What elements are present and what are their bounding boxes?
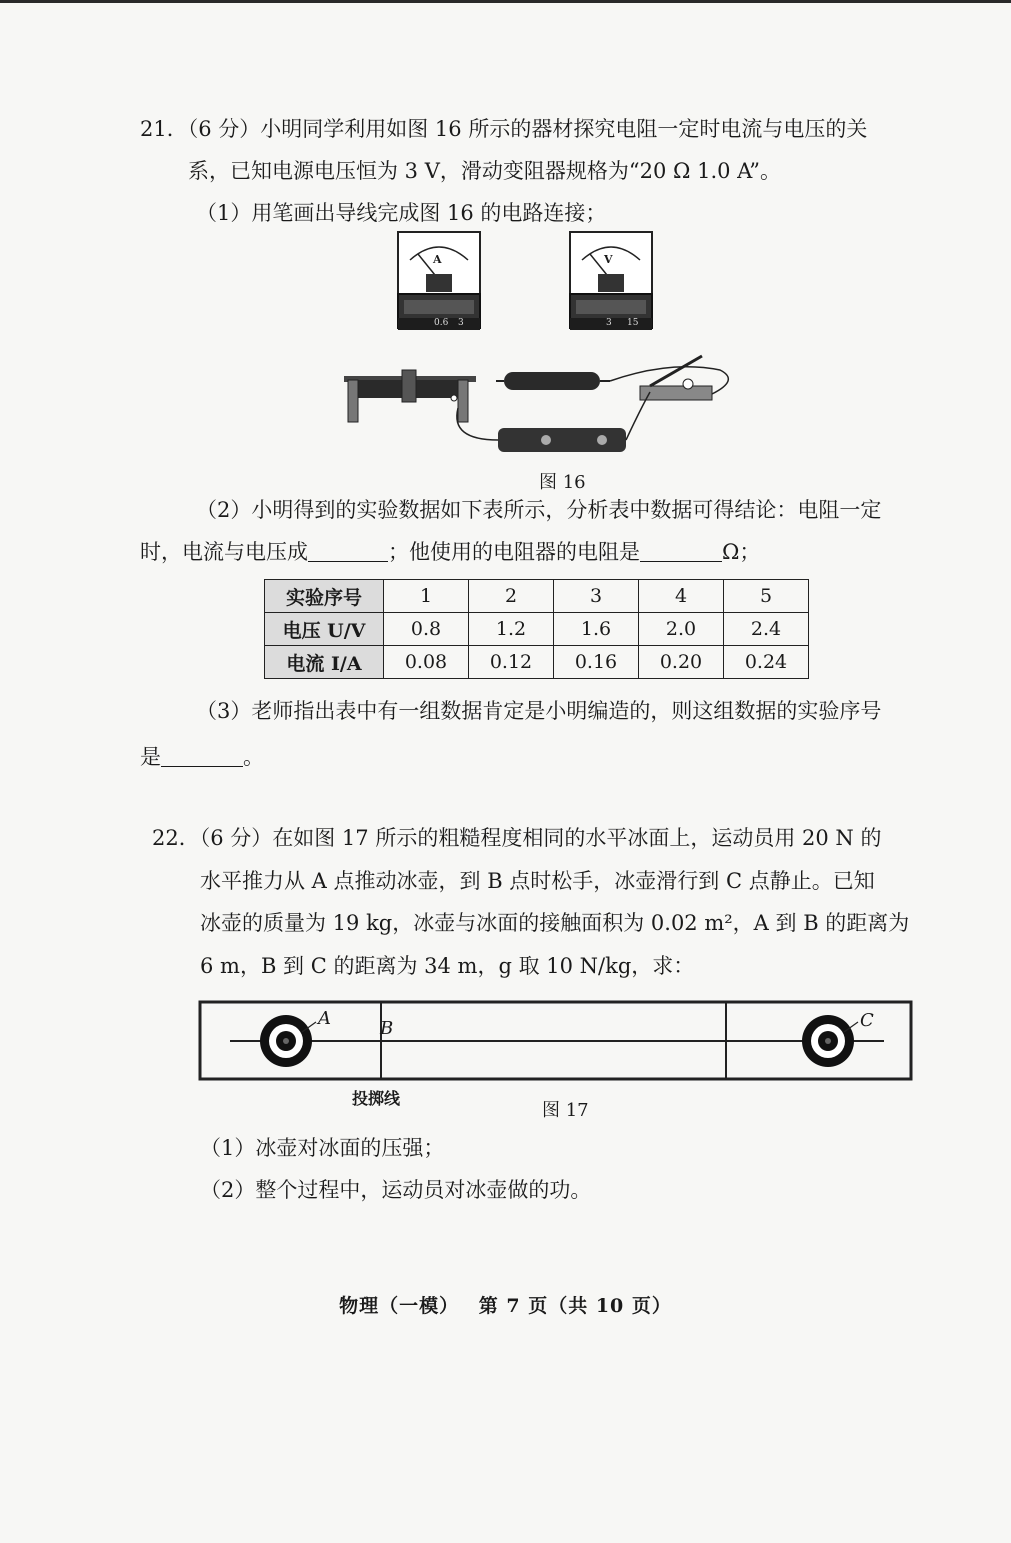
resistor bbox=[496, 372, 610, 390]
target-circle-c bbox=[802, 1015, 854, 1067]
table-cell: 0.20 bbox=[639, 646, 724, 679]
wire-2 bbox=[626, 392, 650, 440]
table-cell: 1.6 bbox=[554, 613, 639, 646]
q22-line2: 水平推力从 A 点推动冰壶，到 B 点时松手，冰壶滑行到 C 点静止。已知 bbox=[200, 869, 875, 893]
point-c-label: C bbox=[860, 1010, 874, 1031]
q21-part3-text2: 。 bbox=[243, 745, 264, 769]
fig17-caption: 图 17 bbox=[542, 1100, 589, 1121]
q21-part2-line2 bbox=[140, 537, 760, 567]
table-cell: 2.4 bbox=[724, 613, 809, 646]
q22-line3: 冰壶的质量为 19 kg，冰壶与冰面的接触面积为 0.02 m²，A 到 B 的距离为 bbox=[200, 911, 910, 935]
fig16-caption: 图 16 bbox=[539, 472, 586, 493]
page-footer bbox=[0, 1291, 1011, 1318]
footer-page-number: 第 7 页（共 10 页） bbox=[478, 1295, 672, 1317]
q21-part3-line1: （3）老师指出表中有一组数据肯定是小明编造的，则这组数据的实验序号 bbox=[196, 699, 882, 723]
target-circle-a bbox=[260, 1015, 312, 1067]
table-cell: 2.0 bbox=[639, 613, 724, 646]
table-row bbox=[265, 646, 809, 679]
table-cell: 0.08 bbox=[384, 646, 469, 679]
voltmeter-terminal-2: 15 bbox=[627, 318, 639, 328]
scan-top-edge bbox=[0, 0, 1011, 3]
q22-line1: 22．（6 分）在如图 17 所示的粗糙程度相同的水平冰面上，运动员用 20 N 的 bbox=[152, 826, 882, 850]
q21-part2-line1: （2）小明得到的实验数据如下表所示，分析表中数据可得结论：电阻一定 bbox=[196, 498, 882, 522]
table-cell: 0.12 bbox=[469, 646, 554, 679]
q22-part2: （2）整个过程中，运动员对冰壶做的功。 bbox=[200, 1178, 592, 1202]
point-b-label: B bbox=[380, 1018, 394, 1039]
battery bbox=[498, 428, 626, 452]
answer-blank-trial-number[interactable] bbox=[161, 744, 243, 767]
answer-blank-relation[interactable] bbox=[308, 539, 388, 562]
voltmeter-letter: V bbox=[604, 253, 613, 266]
q21-part2-text2: ；他使用的电阻器的电阻是 bbox=[388, 540, 640, 564]
q21-part2-text1: 时，电流与电压成 bbox=[140, 540, 308, 564]
table-row-header: 电压 U/V bbox=[265, 613, 384, 646]
circuit-components-figure bbox=[340, 350, 740, 460]
data-table bbox=[264, 579, 809, 679]
throw-line-label: 投掷线 bbox=[352, 1089, 401, 1108]
q22-part1: （1）冰壶对冰面的压强； bbox=[200, 1136, 445, 1160]
q21-line1: 21．（6 分）小明同学利用如图 16 所示的器材探究电阻一定时电流与电压的关 bbox=[140, 117, 868, 141]
table-cell: 4 bbox=[639, 580, 724, 613]
q21-line2: 系，已知电源电压恒为 3 V，滑动变阻器规格为“20 Ω 1.0 A”。 bbox=[188, 159, 781, 183]
table-cell: 0.16 bbox=[554, 646, 639, 679]
table-cell: 5 bbox=[724, 580, 809, 613]
point-a-label: A bbox=[318, 1008, 331, 1029]
q21-part1: （1）用笔画出导线完成图 16 的电路连接； bbox=[196, 201, 607, 225]
table-cell: 0.8 bbox=[384, 613, 469, 646]
ammeter-terminal-2: 3 bbox=[458, 318, 464, 328]
q21-part3-line2 bbox=[140, 742, 264, 772]
q22-line4: 6 m，B 到 C 的距离为 34 m，g 取 10 N/kg，求： bbox=[200, 954, 695, 978]
ammeter-terminal-1: 0.6 bbox=[434, 318, 449, 328]
answer-blank-resistance[interactable] bbox=[640, 539, 722, 562]
table-cell: 0.24 bbox=[724, 646, 809, 679]
q21-part3-text1: 是 bbox=[140, 745, 161, 769]
table-cell: 2 bbox=[469, 580, 554, 613]
table-row-header: 电流 I/A bbox=[265, 646, 384, 679]
curling-rink-figure bbox=[198, 1000, 914, 1084]
table-row-header: 实验序号 bbox=[265, 580, 384, 613]
voltmeter-figure bbox=[568, 230, 658, 335]
table-cell: 3 bbox=[554, 580, 639, 613]
switch bbox=[640, 356, 712, 400]
table-row bbox=[265, 580, 809, 613]
table-row bbox=[265, 613, 809, 646]
ammeter-letter: A bbox=[433, 253, 442, 266]
table-cell: 1 bbox=[384, 580, 469, 613]
q21-part2-text3: Ω； bbox=[722, 540, 761, 564]
table-cell: 1.2 bbox=[469, 613, 554, 646]
footer-subject: 物理（一模） bbox=[339, 1295, 460, 1317]
voltmeter-terminal-1: 3 bbox=[606, 318, 612, 328]
